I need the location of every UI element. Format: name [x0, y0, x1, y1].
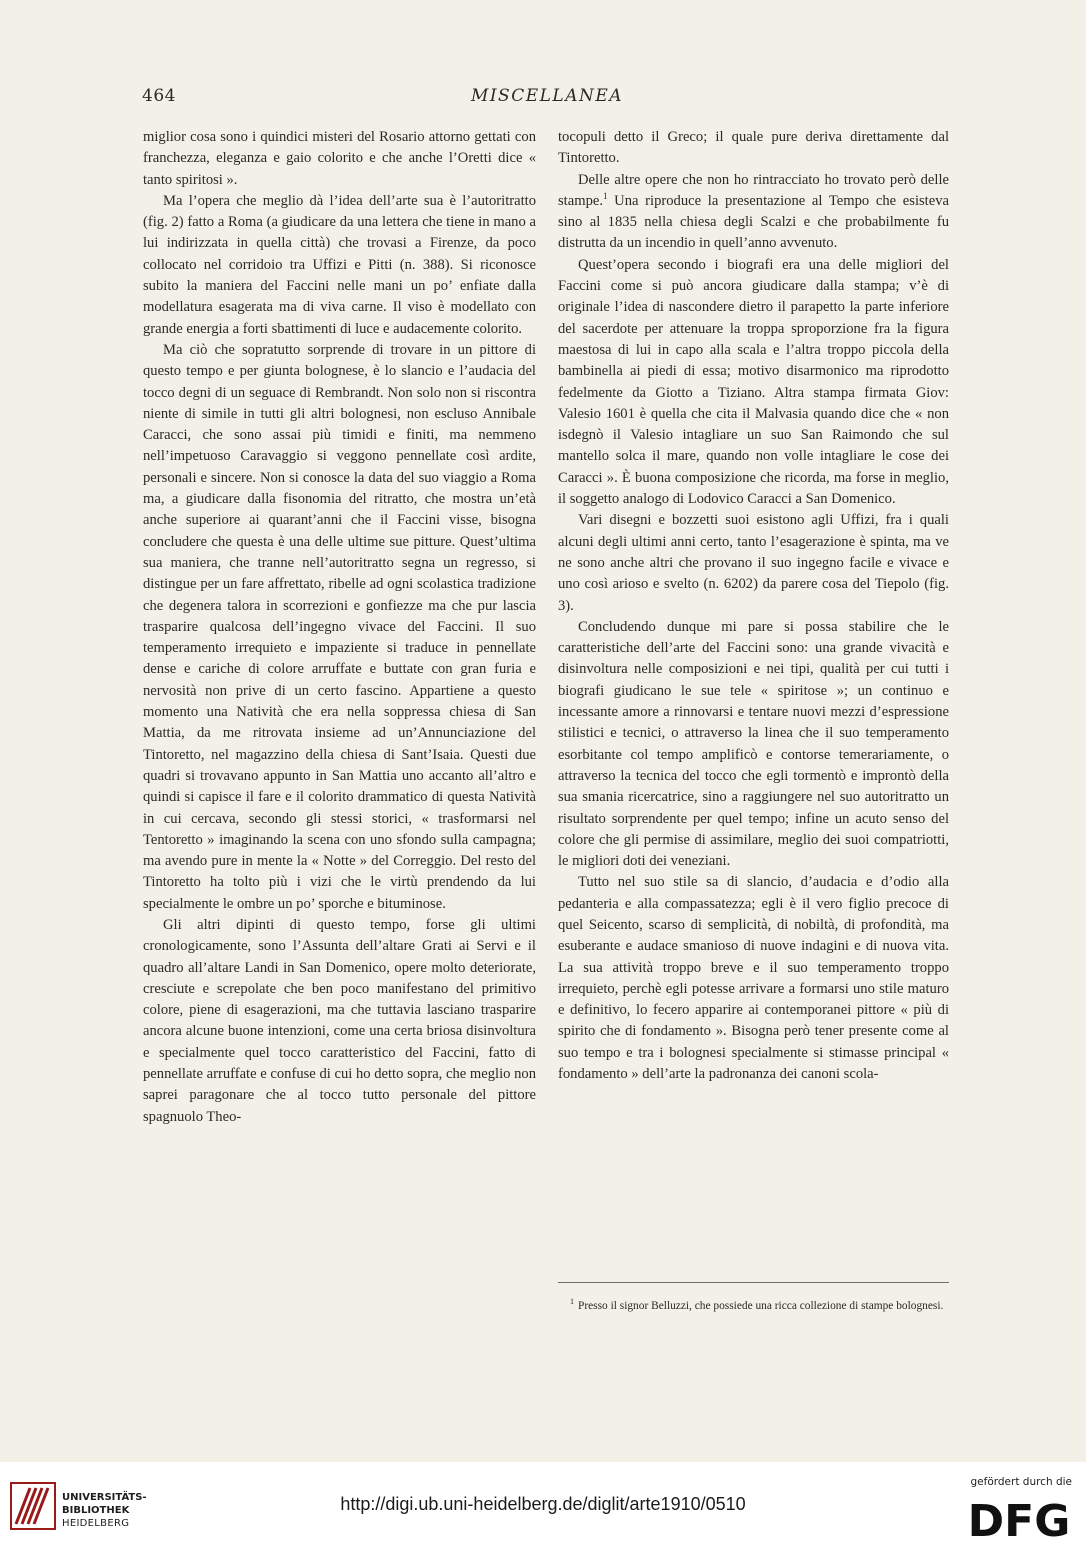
- footnote-reference[interactable]: 1: [603, 191, 608, 202]
- right-column-paragraph: tocopuli detto il Greco; il quale pure deriva direttamente dal Tintoretto.: [558, 129, 949, 167]
- university-name: UNIVERSITÄTS- BIBLIOTHEK HEIDELBERG: [62, 1492, 147, 1529]
- footnote-mark: 1: [570, 1297, 574, 1307]
- dfg-logo: [966, 1498, 1072, 1540]
- right-column-paragraph: Tutto nel suo stile sa di slancio, d’audacia e d’odio alla pedanteria e alla compassatezza; egli è il vero figlio precoce di quel Seicento, scarso di semplicità, di nobiltà, di profondità, ma esuberante e audace smanioso di nuove indagini e di nuova vita. La sua attività troppo breve e il suo temperamento troppo irrequieto, perchè egli potesse arrivare a formarsi uno stile maturo e definitivo, lo fecero apparire ai contemporanei pittore « più di spirito che di fondamento ». Bisogna però tener presente come al suo tempo e tra i bolognesi specialmente si stimasse principal « fondamento » dell’arte la padronanza dei canoni scola-: [558, 874, 949, 1083]
- sponsor-label: gefördert durch die: [970, 1476, 1072, 1488]
- right-column-paragraph: Vari disegni e bozzetti suoi esistono agli Uffizi, fra i quali alcuni degli ultimi anni certo, tanto l’esagerazione è spinta, ma ve ne sono anche altri che provano il suo ingegno facile e vivace e uno così arioso e svelto (n. 6202) da parere cosa del Tiepolo (fig. 3).: [558, 512, 949, 614]
- svg-text:DFG: DFG: [967, 1498, 1071, 1540]
- page-header: [142, 86, 952, 112]
- footnote-rule: [558, 1282, 949, 1283]
- left-column-paragraph: Ma l’opera che meglio dà l’idea dell’arte sua è l’autoritratto (fig. 2) fatto a Roma (a giudicare da una lettera che tiene in mano a lui indirizzata in quella città) che trovasi a Firenze, da poco collocato nel corridoio tra Uffizi e Pitti (n. 388). Si riconosce subito la maniera del Faccini nelle mani un po’ enfiate dalla modellatura esagerata ma di viva carne. Il viso è modellato con grande energia a forti sbattimenti di luce e audacemente colorito.: [143, 192, 536, 337]
- right-column-paragraph: Quest’opera secondo i biografi era una delle migliori del Faccini come si può ancora giudicare dalla stampa; v’è di originale l’idea di nascondere dietro il parapetto la parte inferiore del sacerdote per attenuare la troppa sproporzione fra la figura maestosa di lui in capo alla scala e l’altra troppo piccola della bambinella ai piedi di essa; motivo disarmonico ma riprodotto fedelmente da Giotto a Tiziano. Altra stampa firmata Giov: Valesio 1601 è quella che cita il Malvasia quando dice che « non isdegnò il Valesio intagliare un suo San Raimondo che sul mantello solca il mare, quando non volle intagliare le cose dei Caracci ». È buona composizione che ricorda, ma forse in meglio, il soggetto analogo di Lodovico Caracci a San Domenico.: [558, 256, 949, 508]
- right-text-column: [558, 127, 949, 1085]
- running-title: MISCELLANEA: [470, 86, 624, 106]
- right-column-paragraph: Delle altre opere che non ho rintracciato ho trovato però delle stampe.$^1$ Una riproduce la presentazione al Tempo che esisteva sino al 1835 nella chiesa degli Scalzi e che probabilmente fu distrutta da un incendio in quell’anno avvenuto.: [558, 171, 949, 252]
- footnote-text: Presso il signor Belluzzi, che possiede una ricca collezione di stampe bolognesi.: [578, 1300, 944, 1312]
- right-column-paragraph: Concludendo dunque mi pare si possa stabilire che le caratteristiche dell’arte del Faccini sono: una grande vivacità e disinvoltura nelle composizioni e nei tipi, qualità per cui tutti i biografi giudicano le sue tele « spiritose »; un continuo e incessante amore a rinnovarsi e tentare nuovi mezzi d’espressione stilistici e tecnici, o attraverso la linea che il suo temperamento esorbitante col tempo amplificò e contorse temerariamente, o attraverso la tecnica del tocco che egli tormentò e improntò della sua smania ricercatrice, sino a raggiungere nel suo autoritratto un risultato sorprendente per quel tempo; infine un acuto senso del colore che gli permise di assimilare, meglio dei suoi compatriotti, le migliori doti dei veneziani.: [558, 618, 949, 870]
- page-number: 464: [142, 86, 176, 106]
- left-column-paragraph: miglior cosa sono i quindici misteri del Rosario attorno gettati con franchezza, eleganza e gaio colorito e che anche l’Oretti dice « tanto spiritosi ».: [143, 129, 536, 188]
- left-text-column: [143, 127, 536, 1128]
- digitization-footer: [0, 1462, 1086, 1551]
- footnote: [558, 1298, 949, 1315]
- permalink-url[interactable]: http://digi.ub.uni-heidelberg.de/diglit/arte1910/0510: [340, 1494, 746, 1514]
- left-column-paragraph: Ma ciò che sopratutto sorprende di trovare in un pittore di questo tempo e per giunta bolognese, è lo slancio e l’audacia del tocco degni di un seguace di Rembrandt. Non solo non si riscontra niente di simile in tutti gli altri bolognesi, non escluso Annibale Caracci, che sono assai più timidi e finiti, ma nemmeno nell’impetuoso Caravaggio si veggono pennellate così ardite, personali e sincere. Non si conosce la data del suo viaggio a Roma ma, a giudicare dalla fisonomia del ritratto, che mostra un’età anche superiore ai quarant’anni che il Faccini visse, bisogna concludere che questa è una delle ultime sue pitture. Quest’ultima sua maniera, che tranne nell’autoritratto segna un regresso, si distingue per un fare affrettato, ribelle ad ogni scolastica tradizione che degenera talora in scorrezioni e gonfiezze ma che pur lascia trasparire qualcosa dell’ingegno vivace del Faccini. Il suo temperamento irrequieto e impaziente si traduce in pennellate dense e cariche di colore arruffate e buttate con gran furia e nervosità non prive di un certo fascino. Appartiene a questo momento una Natività che era nella soppressa chiesa di San Mattia, da me ritrovata insieme ad un’Annunciazione del Tintoretto, nel magazzino della chiesa di Sant’Isaia. Questi due quadri si trovavano appunto in San Mattia uno accanto all’altro e quindi si capisce il fare e il colorito drammatico di questa Natività in cui cercava, secondo gli stessi storici, « trasformarsi nel Tentoretto » imaginando la scena con uno sfondo sulla campagna; ma avendo pure in mente la « Notte » del Correggio. Del resto del Tintoretto ha tolto più i vizi che le virtù prendendo da lui specialmente le ombre un po’ sporche e bituminose.: [143, 341, 536, 912]
- left-column-paragraph: Gli altri dipinti di questo tempo, forse gli ultimi cronologicamente, sono l’Assunta dell’altare Grati ai Servi e il quadro all’altare Landi in San Domenico, opere molto deteriorate, cresciute e screpolate che ben poco manifestano del primitivo colore, piene di esagerazioni, ma che tuttavia lasciano trasparire ancora alcune buone intenzioni, come una certa briosa disinvoltura e specialmente quel tocco caratteristico del Faccini, fatto di pennellate arruffate e confuse di cui ho detto sopra, che meglio non saprei paragonare che al tocco tutto personale del pittore spagnuolo Theo-: [143, 916, 536, 1125]
